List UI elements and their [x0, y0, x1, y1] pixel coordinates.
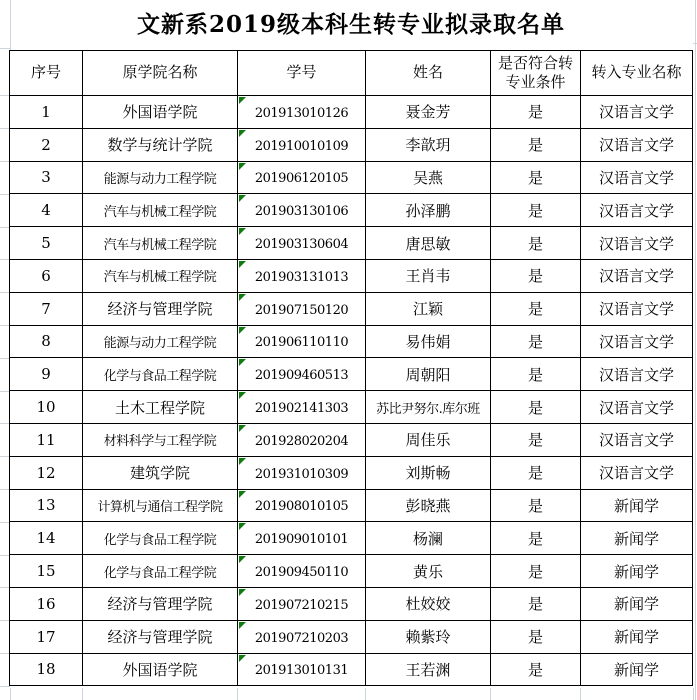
cell-eligibility: 是: [491, 391, 581, 424]
number-stored-as-text-flag-icon: [239, 523, 246, 530]
cell-eligibility: 是: [491, 161, 581, 194]
cell-student-id: 201906120105: [238, 161, 366, 194]
cell-serial-number: 8: [10, 325, 83, 358]
cell-target-major: 汉语言文学: [581, 456, 693, 489]
cell-original-college: 数学与统计学院: [83, 128, 238, 161]
cell-eligibility: 是: [491, 489, 581, 522]
cell-serial-number: 15: [10, 555, 83, 588]
cell-serial-number: 4: [10, 194, 83, 227]
cell-original-college: 化学与食品工程学院: [83, 522, 238, 555]
number-stored-as-text-flag-icon: [239, 327, 246, 334]
cell-target-major: 新闻学: [581, 555, 693, 588]
number-stored-as-text-flag-icon: [239, 458, 246, 465]
cell-student-name: 杨澜: [366, 522, 491, 555]
table-row: [10, 259, 693, 292]
table-row: [10, 227, 693, 260]
table-row: [10, 391, 693, 424]
cell-serial-number: 11: [10, 423, 83, 456]
table-row: [10, 128, 693, 161]
number-stored-as-text-flag-icon: [239, 556, 246, 563]
cell-student-name: 周朝阳: [366, 358, 491, 391]
table-row: [10, 555, 693, 588]
page-title: 文新系2019级本科生转专业拟录取名单: [136, 11, 565, 38]
table-row: [10, 96, 693, 129]
cell-student-id: 201903130604: [238, 227, 366, 260]
cell-student-name: 王若渊: [366, 653, 491, 686]
cell-student-name: 唐思敏: [366, 227, 491, 260]
cell-original-college: 建筑学院: [83, 456, 238, 489]
cell-student-id: 201906110110: [238, 325, 366, 358]
cell-original-college: 经济与管理学院: [83, 587, 238, 620]
number-stored-as-text-flag-icon: [239, 294, 246, 301]
cell-student-name: 周佳乐: [366, 423, 491, 456]
cell-student-id: 201928020204: [238, 423, 366, 456]
cell-serial-number: 9: [10, 358, 83, 391]
cell-student-id: 201902141303: [238, 391, 366, 424]
number-stored-as-text-flag-icon: [239, 359, 246, 366]
cell-student-id: 201907150120: [238, 292, 366, 325]
table-row: [10, 653, 693, 686]
cell-student-id: 201909450110: [238, 555, 366, 588]
column-header-student-id: 学号: [238, 51, 366, 96]
column-header-name: 姓名: [366, 51, 491, 96]
table-row: [10, 620, 693, 653]
number-stored-as-text-flag-icon: [239, 195, 246, 202]
cell-student-id: 201907210203: [238, 620, 366, 653]
cell-student-name: 李歆玥: [366, 128, 491, 161]
cell-serial-number: 14: [10, 522, 83, 555]
cell-target-major: 汉语言文学: [581, 358, 693, 391]
number-stored-as-text-flag-icon: [239, 425, 246, 432]
number-stored-as-text-flag-icon: [239, 163, 246, 170]
cell-eligibility: 是: [491, 325, 581, 358]
number-stored-as-text-flag-icon: [239, 261, 246, 268]
cell-target-major: 新闻学: [581, 489, 693, 522]
number-stored-as-text-flag-icon: [239, 97, 246, 104]
cell-original-college: 计算机与通信工程学院: [83, 489, 238, 522]
cell-student-id: 201909010101: [238, 522, 366, 555]
cell-eligibility: 是: [491, 194, 581, 227]
cell-serial-number: 13: [10, 489, 83, 522]
cell-original-college: 化学与食品工程学院: [83, 358, 238, 391]
cell-eligibility: 是: [491, 358, 581, 391]
cell-serial-number: 12: [10, 456, 83, 489]
cell-target-major: 汉语言文学: [581, 227, 693, 260]
number-stored-as-text-flag-icon: [239, 655, 246, 662]
cell-original-college: 材料科学与工程学院: [83, 423, 238, 456]
cell-student-name: 赖紫玲: [366, 620, 491, 653]
cell-serial-number: 17: [10, 620, 83, 653]
cell-eligibility: 是: [491, 96, 581, 129]
cell-student-id: 201903130106: [238, 194, 366, 227]
cell-original-college: 经济与管理学院: [83, 620, 238, 653]
cell-student-id: 201910010109: [238, 128, 366, 161]
cell-serial-number: 3: [10, 161, 83, 194]
number-stored-as-text-flag-icon: [239, 622, 246, 629]
number-stored-as-text-flag-icon: [239, 228, 246, 235]
cell-student-name: 吴燕: [366, 161, 491, 194]
cell-target-major: 汉语言文学: [581, 259, 693, 292]
cell-serial-number: 1: [10, 96, 83, 129]
number-stored-as-text-flag-icon: [239, 392, 246, 399]
cell-serial-number: 6: [10, 259, 83, 292]
cell-student-name: 孙泽鹏: [366, 194, 491, 227]
cell-original-college: 经济与管理学院: [83, 292, 238, 325]
table-row: [10, 587, 693, 620]
cell-student-id: 201907210215: [238, 587, 366, 620]
cell-student-name: 王肖韦: [366, 259, 491, 292]
column-header-college: 原学院名称: [83, 51, 238, 96]
header-row: [10, 51, 693, 96]
cell-student-name: 杜姣姣: [366, 587, 491, 620]
cell-eligibility: 是: [491, 620, 581, 653]
cell-student-id: 201903131013: [238, 259, 366, 292]
number-stored-as-text-flag-icon: [239, 589, 246, 596]
cell-target-major: 新闻学: [581, 653, 693, 686]
number-stored-as-text-flag-icon: [239, 130, 246, 137]
cell-target-major: 汉语言文学: [581, 161, 693, 194]
cell-eligibility: 是: [491, 587, 581, 620]
cell-eligibility: 是: [491, 292, 581, 325]
cell-eligibility: 是: [491, 423, 581, 456]
cell-original-college: 汽车与机械工程学院: [83, 194, 238, 227]
cell-eligibility: 是: [491, 259, 581, 292]
cell-original-college: 外国语学院: [83, 653, 238, 686]
cell-student-id: 201908010105: [238, 489, 366, 522]
cell-student-name: 江颖: [366, 292, 491, 325]
cell-eligibility: 是: [491, 456, 581, 489]
cell-original-college: 外国语学院: [83, 96, 238, 129]
cell-serial-number: 10: [10, 391, 83, 424]
cell-original-college: 能源与动力工程学院: [83, 325, 238, 358]
table-row: [10, 161, 693, 194]
cell-target-major: 汉语言文学: [581, 128, 693, 161]
cell-target-major: 汉语言文学: [581, 423, 693, 456]
cell-original-college: 土木工程学院: [83, 391, 238, 424]
table-row: [10, 423, 693, 456]
cell-student-name: 刘斯畅: [366, 456, 491, 489]
number-stored-as-text-flag-icon: [239, 491, 246, 498]
column-header-serial: 序号: [10, 51, 83, 96]
cell-student-id: 201913010131: [238, 653, 366, 686]
cell-eligibility: 是: [491, 653, 581, 686]
cell-target-major: 汉语言文学: [581, 391, 693, 424]
cell-student-id: 201913010126: [238, 96, 366, 129]
table-row: [10, 456, 693, 489]
cell-original-college: 能源与动力工程学院: [83, 161, 238, 194]
table-row: [10, 358, 693, 391]
cell-target-major: 汉语言文学: [581, 325, 693, 358]
cell-original-college: 化学与食品工程学院: [83, 555, 238, 588]
cell-eligibility: 是: [491, 227, 581, 260]
cell-student-id: 201909460513: [238, 358, 366, 391]
cell-target-major: 新闻学: [581, 522, 693, 555]
cell-target-major: 新闻学: [581, 587, 693, 620]
cell-student-id: 201931010309: [238, 456, 366, 489]
cell-original-college: 汽车与机械工程学院: [83, 227, 238, 260]
table-row: [10, 522, 693, 555]
table-row: [10, 194, 693, 227]
cell-eligibility: 是: [491, 128, 581, 161]
cell-student-name: 聂金芳: [366, 96, 491, 129]
cell-target-major: 新闻学: [581, 620, 693, 653]
cell-student-name: 黄乐: [366, 555, 491, 588]
cell-original-college: 汽车与机械工程学院: [83, 259, 238, 292]
cell-serial-number: 2: [10, 128, 83, 161]
cell-target-major: 汉语言文学: [581, 194, 693, 227]
table-row: [10, 325, 693, 358]
column-header-eligibility: 是否符合转专业条件: [491, 51, 581, 96]
cell-serial-number: 5: [10, 227, 83, 260]
cell-eligibility: 是: [491, 555, 581, 588]
cell-serial-number: 16: [10, 587, 83, 620]
cell-student-name: 苏比尹努尔.库尔班: [366, 391, 491, 424]
cell-student-name: 易伟娟: [366, 325, 491, 358]
table-row: [10, 292, 693, 325]
cell-eligibility: 是: [491, 522, 581, 555]
column-header-major: 转入专业名称: [581, 51, 693, 96]
cell-target-major: 汉语言文学: [581, 292, 693, 325]
cell-serial-number: 7: [10, 292, 83, 325]
cell-student-name: 彭晓燕: [366, 489, 491, 522]
table-row: [10, 489, 693, 522]
cell-target-major: 汉语言文学: [581, 96, 693, 129]
cell-serial-number: 18: [10, 653, 83, 686]
admission-roster-table: [9, 50, 693, 686]
